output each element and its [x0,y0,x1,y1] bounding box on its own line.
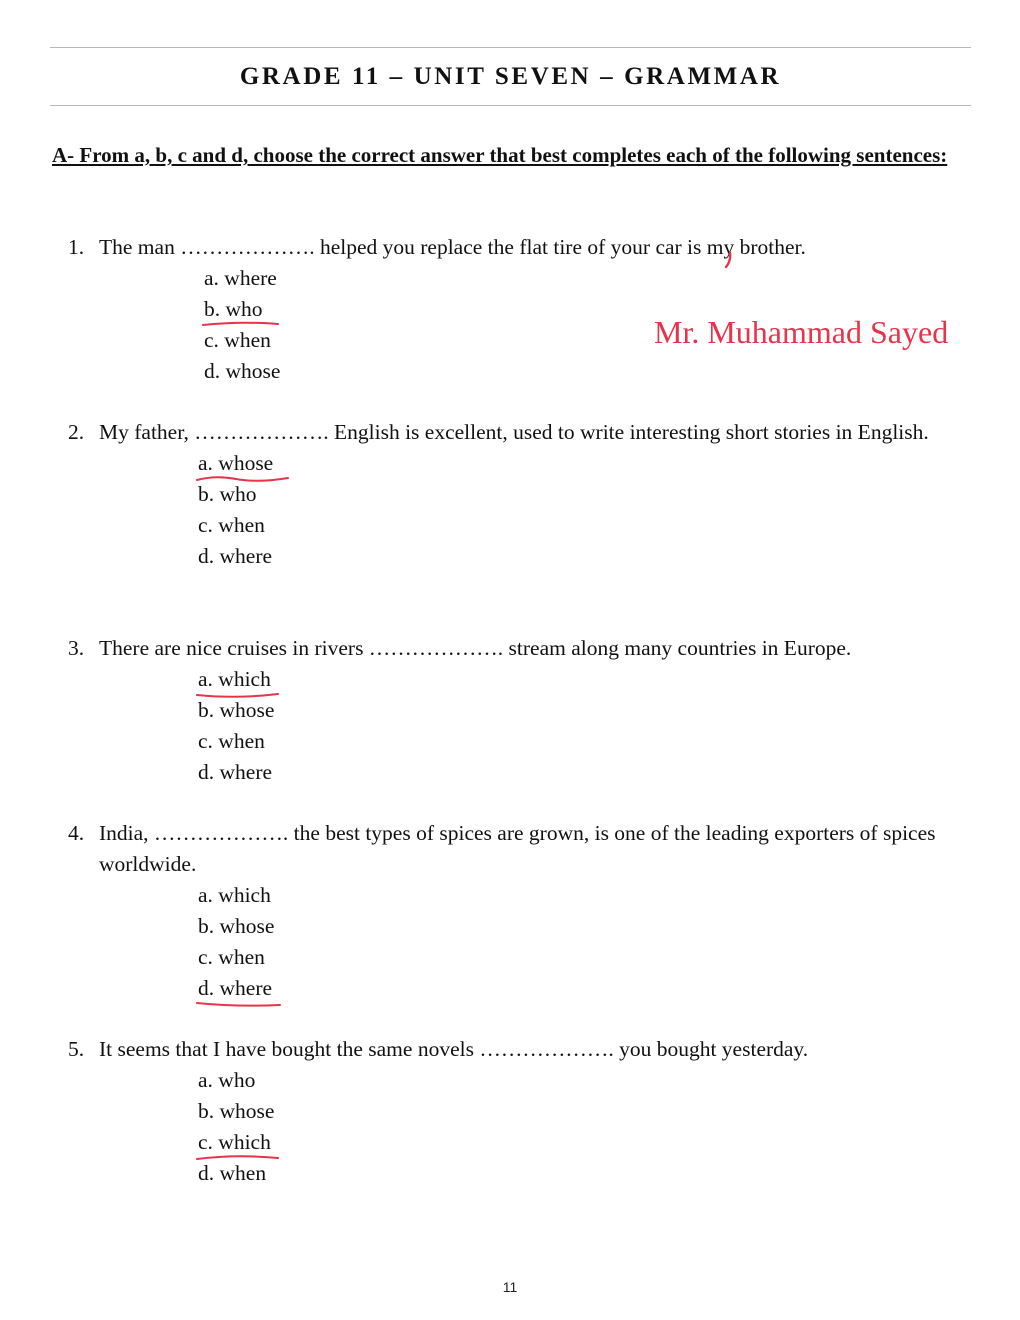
answer-options [198,880,958,1004]
option-b[interactable]: b. whose [198,698,275,722]
option-a[interactable]: a. which [198,664,958,695]
option-c[interactable]: c. when [198,945,265,969]
option-b[interactable]: b. who [204,294,958,325]
question-text: There are nice cruises in rivers ………………. stream along many countries in Europe. [99,636,852,660]
title-bottom-rule [50,105,971,106]
question-2 [68,417,958,572]
question-number: 1. [68,235,85,259]
question-text: It seems that I have bought the same novels ………………. you bought yesterday. [99,1037,809,1061]
comma-correction-mark [724,251,736,269]
top-rule [50,47,971,48]
option-a[interactable]: a. which [198,883,271,907]
section-instructions: A- From a, b, c and d, choose the correct answer that best completes each of the following sentences: [52,143,948,167]
question-text: India, ………………. the best types of spices are grown, is one of the leading exporters of spices worldwide. [99,821,936,876]
answer-options [198,664,958,788]
answer-options [198,448,958,572]
option-a[interactable]: a. whose [198,448,958,479]
option-d[interactable]: d. when [198,1161,267,1185]
teacher-name: Mr. Muhammad Sayed [654,314,949,350]
option-b[interactable]: b. whose [198,914,275,938]
option-c[interactable]: c. when [198,513,265,537]
question-1 [68,232,958,387]
option-d[interactable]: d. whose [204,359,281,383]
question-3 [68,633,958,788]
option-c[interactable]: c. when [204,328,271,352]
page-number: 11 [502,1279,518,1295]
option-b[interactable]: b. whose [198,1099,275,1123]
option-d[interactable]: d. where [198,973,958,1004]
answer-options [198,1065,958,1189]
question-5 [68,1034,958,1189]
answer-underline-mark [196,999,282,1009]
question-4 [68,818,958,1004]
question-number: 3. [68,636,85,660]
option-c[interactable]: c. when [198,729,265,753]
question-number: 4. [68,821,85,845]
question-text: My father, ………………. English is excellent, used to write interesting short stories in English. [99,420,929,444]
question-number: 5. [68,1037,85,1061]
question-text: The man ………………. helped you replace the flat tire of your car is my brother. [99,235,806,259]
option-d[interactable]: d. where [198,544,273,568]
page-title: GRADE 11 – UNIT SEVEN – GRAMMAR [239,63,782,90]
option-d[interactable]: d. where [198,760,273,784]
option-c[interactable]: c. which [198,1127,958,1158]
option-a[interactable]: a. who [198,1068,256,1092]
question-number: 2. [68,420,85,444]
option-b[interactable]: b. who [198,482,257,506]
option-a[interactable]: a. where [204,266,277,290]
